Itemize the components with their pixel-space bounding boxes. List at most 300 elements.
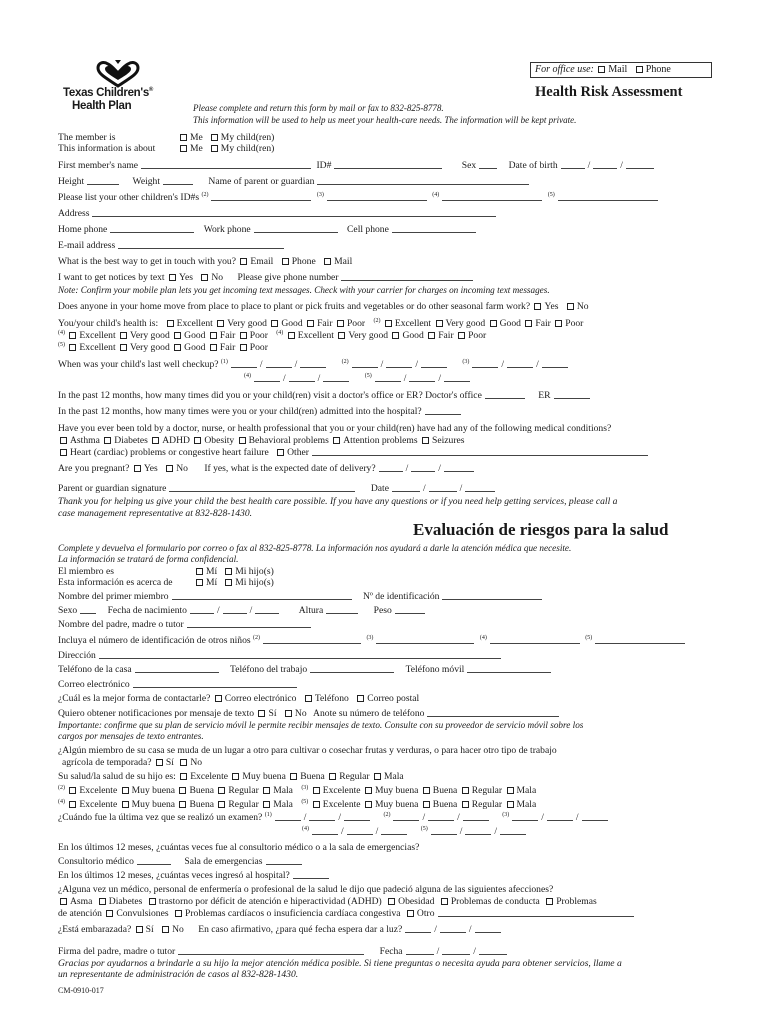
es-doctors-office-field[interactable] bbox=[137, 856, 171, 865]
opt-label: Teléfono bbox=[314, 693, 349, 704]
es-give-phone-label: Anote su número de teléfono bbox=[313, 708, 425, 719]
behavioral-checkbox[interactable] bbox=[239, 437, 246, 444]
height-row bbox=[58, 176, 532, 187]
text-notices-label: I want to get notices by text bbox=[58, 272, 165, 283]
opt-label: Phone bbox=[291, 256, 316, 267]
es-health-label: Su salud/la salud de su hijo es: bbox=[58, 771, 176, 782]
address-label: Address bbox=[58, 208, 90, 219]
sex-field[interactable] bbox=[479, 160, 497, 169]
checkup-date-field[interactable] bbox=[323, 373, 349, 382]
es-other-id-field[interactable] bbox=[376, 635, 474, 644]
give-phone-label: Please give phone number bbox=[237, 272, 339, 283]
es-health-5-good-checkbox[interactable] bbox=[423, 801, 430, 808]
es-health-4-excellent-checkbox[interactable] bbox=[69, 801, 76, 808]
opt-label: Buena bbox=[189, 785, 214, 797]
info-about-options bbox=[178, 143, 274, 154]
opt-label: Excellent bbox=[79, 330, 116, 342]
adhd-checkbox[interactable] bbox=[152, 437, 159, 444]
es-member-is-label: El miembro es bbox=[58, 566, 114, 577]
es-health-2-excellent-checkbox[interactable] bbox=[69, 787, 76, 794]
opt-label: Fair bbox=[317, 318, 333, 330]
health-row-2 bbox=[58, 330, 486, 341]
es-first-member-label: Nombre del primer miembro bbox=[58, 591, 169, 602]
es-checkup-field[interactable] bbox=[344, 812, 370, 821]
health-1-fair-checkbox[interactable] bbox=[307, 320, 314, 327]
es-cell-phone-field[interactable] bbox=[467, 664, 551, 673]
es-heart-checkbox[interactable] bbox=[175, 910, 182, 917]
opt-label: Mí bbox=[206, 577, 218, 588]
health-4b-good-checkbox[interactable] bbox=[392, 332, 399, 339]
move-no-checkbox[interactable] bbox=[567, 303, 574, 310]
logo-line1: Texas Children's bbox=[63, 87, 149, 99]
opt-label: Muy buena bbox=[131, 799, 176, 811]
id-label: ID# bbox=[316, 160, 332, 171]
cell-phone-label: Cell phone bbox=[347, 224, 389, 235]
dob-day-field[interactable] bbox=[593, 160, 617, 169]
health-5-fair-checkbox[interactable] bbox=[210, 344, 217, 351]
checkup-date-field[interactable] bbox=[266, 359, 292, 368]
es-member-me-checkbox[interactable] bbox=[196, 568, 203, 575]
es-text-label: Quiero obtener notificaciones por mensaje de texto bbox=[58, 708, 255, 719]
weight-label: Weight bbox=[132, 176, 161, 187]
es-health-5-excellent-checkbox[interactable] bbox=[313, 801, 320, 808]
es-checkup-field[interactable] bbox=[428, 812, 454, 821]
es-checkup-field[interactable] bbox=[381, 826, 407, 835]
other-id-2-field[interactable] bbox=[211, 192, 311, 201]
other-ids-label: Please list your other children's ID#s bbox=[58, 192, 200, 204]
es-dob-field[interactable] bbox=[190, 605, 214, 614]
office-phone-label: Phone bbox=[645, 64, 671, 75]
es-asthma-checkbox[interactable] bbox=[60, 898, 67, 905]
es-first-member-field[interactable] bbox=[172, 591, 352, 600]
es-email-field[interactable] bbox=[133, 679, 297, 688]
es-health-4-good-checkbox[interactable] bbox=[179, 801, 186, 808]
es-best-way-row bbox=[58, 693, 419, 704]
es-sig-date-field[interactable] bbox=[442, 946, 470, 955]
address-field[interactable] bbox=[92, 208, 496, 217]
es-health-4-very-good-checkbox[interactable] bbox=[122, 801, 129, 808]
opt-label: Email bbox=[250, 256, 274, 267]
home-phone-field[interactable] bbox=[110, 224, 194, 233]
checkup-date-field[interactable] bbox=[444, 373, 470, 382]
slot-num: (2) bbox=[341, 359, 349, 365]
es-checkup-field[interactable] bbox=[463, 812, 489, 821]
health-2-good-checkbox[interactable] bbox=[490, 320, 497, 327]
opt-label: Behavioral problems bbox=[248, 435, 329, 446]
es-delivery-field[interactable] bbox=[405, 924, 431, 933]
opt-label: No bbox=[576, 301, 589, 312]
es-health-2-good-checkbox[interactable] bbox=[179, 787, 186, 794]
other-id-3-field[interactable] bbox=[327, 192, 427, 201]
pregnant-label: Are you pregnant? bbox=[58, 463, 130, 474]
opt-label: Excelente bbox=[322, 799, 361, 811]
opt-label: Buena bbox=[300, 771, 325, 782]
es-adhd-checkbox[interactable] bbox=[149, 898, 156, 905]
es-checkup-field[interactable] bbox=[347, 826, 373, 835]
es-health-row-2 bbox=[58, 785, 536, 796]
about-child-checkbox[interactable] bbox=[211, 145, 218, 152]
es-delivery-field[interactable] bbox=[440, 924, 466, 933]
title-english: Health Risk Assessment bbox=[535, 84, 683, 100]
es-address-row bbox=[58, 650, 504, 661]
health-1-very-good-checkbox[interactable] bbox=[217, 320, 224, 327]
es-health-3-very-good-checkbox[interactable] bbox=[365, 787, 372, 794]
es-checkup-field[interactable] bbox=[500, 826, 526, 835]
checkup-label: When was your child's last well checkup? bbox=[58, 359, 219, 371]
slot-num: (2) bbox=[201, 192, 209, 198]
es-behavioral-checkbox[interactable] bbox=[441, 898, 448, 905]
health-2-very-good-checkbox[interactable] bbox=[436, 320, 443, 327]
opt-label: Mala bbox=[273, 799, 293, 811]
signature-field[interactable] bbox=[169, 483, 355, 492]
es-health-2-poor-checkbox[interactable] bbox=[263, 787, 270, 794]
address-row bbox=[58, 208, 499, 219]
email-field[interactable] bbox=[118, 240, 284, 249]
es-other-checkbox[interactable] bbox=[407, 910, 414, 917]
text-yes-checkbox[interactable] bbox=[169, 274, 176, 281]
id-field[interactable] bbox=[334, 160, 442, 169]
es-home-phone-field[interactable] bbox=[135, 664, 219, 673]
es-checkup-field[interactable] bbox=[309, 812, 335, 821]
es-health-1-good-checkbox[interactable] bbox=[290, 773, 297, 780]
es-er-field[interactable] bbox=[266, 856, 302, 865]
slot-num: (2) bbox=[58, 785, 65, 791]
opt-label: Very good bbox=[227, 318, 267, 330]
contact-mail-checkbox[interactable] bbox=[324, 258, 331, 265]
intro-en-1: Please complete and return this form by mail or fax to 832-825-8778. bbox=[193, 103, 444, 113]
es-other-id-field[interactable] bbox=[490, 635, 580, 644]
slot-num: (5) bbox=[364, 373, 372, 379]
member-child-checkbox[interactable] bbox=[211, 134, 218, 141]
health-4-fair-checkbox[interactable] bbox=[210, 332, 217, 339]
dob-year-field[interactable] bbox=[626, 160, 654, 169]
es-health-2-very-good-checkbox[interactable] bbox=[122, 787, 129, 794]
es-member-child-checkbox[interactable] bbox=[225, 568, 232, 575]
opt-label: Poor bbox=[565, 318, 584, 330]
es-about-me-checkbox[interactable] bbox=[196, 579, 203, 586]
slot-num: (4) bbox=[432, 192, 440, 198]
er-field[interactable] bbox=[554, 390, 590, 399]
es-dob-field[interactable] bbox=[255, 605, 279, 614]
es-health-5-fair-checkbox[interactable] bbox=[462, 801, 469, 808]
doctors-office-label: Doctor's office bbox=[425, 390, 482, 401]
es-parent-field[interactable] bbox=[187, 619, 311, 628]
about-me-checkbox[interactable] bbox=[180, 145, 187, 152]
checkup-date-field[interactable] bbox=[386, 359, 412, 368]
opt-label: Sí bbox=[165, 757, 174, 768]
best-way-row bbox=[58, 256, 352, 267]
es-health-4-poor-checkbox[interactable] bbox=[263, 801, 270, 808]
delivery-label: If yes, what is the expected date of delivery? bbox=[204, 463, 376, 474]
es-health-1-excellent-checkbox[interactable] bbox=[180, 773, 187, 780]
opt-label: Poor bbox=[249, 342, 268, 354]
health-2-poor-checkbox[interactable] bbox=[555, 320, 562, 327]
first-member-field[interactable] bbox=[141, 160, 311, 169]
checkup-date-field[interactable] bbox=[507, 359, 533, 368]
thanks-en-2: case management representative at 832-828-1430. bbox=[58, 508, 253, 519]
hospital-field[interactable] bbox=[425, 406, 461, 415]
es-attention-checkbox[interactable] bbox=[546, 898, 553, 905]
es-move-no-checkbox[interactable] bbox=[180, 759, 187, 766]
other-condition-field[interactable] bbox=[312, 447, 648, 456]
intro-es-1: Complete y devuelva el formulario por correo o fax al 832-825-8778. La información nos ayudará a darle la atención médica que necesite. bbox=[58, 543, 572, 553]
es-sig-date-field[interactable] bbox=[479, 946, 507, 955]
es-health-1-very-good-checkbox[interactable] bbox=[232, 773, 239, 780]
other-condition-checkbox[interactable] bbox=[277, 449, 284, 456]
es-health-5-very-good-checkbox[interactable] bbox=[365, 801, 372, 808]
move-yes-checkbox[interactable] bbox=[534, 303, 541, 310]
sig-date-field[interactable] bbox=[465, 483, 495, 492]
member-is-label: The member is bbox=[58, 132, 116, 143]
es-health-1-poor-checkbox[interactable] bbox=[374, 773, 381, 780]
pregnant-no-checkbox[interactable] bbox=[166, 465, 173, 472]
health-4-good-checkbox[interactable] bbox=[174, 332, 181, 339]
height-field[interactable] bbox=[87, 176, 119, 185]
obesity-checkbox[interactable] bbox=[194, 437, 201, 444]
es-about-child-checkbox[interactable] bbox=[225, 579, 232, 586]
es-height-field[interactable] bbox=[326, 605, 358, 614]
es-checkup-field[interactable] bbox=[547, 812, 573, 821]
opt-label: Excellent bbox=[79, 342, 116, 354]
checkup-date-field[interactable] bbox=[231, 359, 257, 368]
best-way-label: What is the best way to get in touch with you? bbox=[58, 256, 236, 267]
es-contact-mail-checkbox[interactable] bbox=[357, 695, 364, 702]
move-row bbox=[58, 301, 589, 312]
pregnant-yes-checkbox[interactable] bbox=[134, 465, 141, 472]
es-sex-field[interactable] bbox=[80, 605, 96, 614]
slot-num: (5) bbox=[301, 799, 309, 805]
opt-label: Very good bbox=[348, 330, 389, 342]
diabetes-checkbox[interactable] bbox=[104, 437, 111, 444]
contact-email-checkbox[interactable] bbox=[240, 258, 247, 265]
es-health-3-excellent-checkbox[interactable] bbox=[313, 787, 320, 794]
sig-date-field[interactable] bbox=[392, 483, 420, 492]
info-about-label: This information is about bbox=[58, 143, 156, 154]
es-health-2-fair-checkbox[interactable] bbox=[218, 787, 225, 794]
delivery-date-field[interactable] bbox=[411, 463, 435, 472]
attention-checkbox[interactable] bbox=[333, 437, 340, 444]
es-other-id-field[interactable] bbox=[263, 635, 361, 644]
opt-label: Excelente bbox=[322, 785, 361, 797]
opt-label: Very good bbox=[130, 330, 170, 342]
opt-label: Mi hijo(s) bbox=[235, 566, 274, 577]
es-checkup-field[interactable] bbox=[465, 826, 491, 835]
opt-label: Mala bbox=[273, 785, 293, 797]
weight-field[interactable] bbox=[163, 176, 193, 185]
opt-label: Excelente bbox=[190, 771, 229, 782]
delivery-date-field[interactable] bbox=[444, 463, 474, 472]
health-4-very-good-checkbox[interactable] bbox=[120, 332, 127, 339]
slot-num: (3) bbox=[462, 359, 470, 365]
checkup-date-field[interactable] bbox=[254, 373, 280, 382]
es-other-field[interactable] bbox=[438, 908, 634, 917]
opt-label: Muy buena bbox=[374, 799, 419, 811]
es-checkup-field[interactable] bbox=[312, 826, 338, 835]
office-use-box bbox=[530, 62, 712, 78]
text-notices-row bbox=[58, 272, 476, 283]
opt-label: Yes bbox=[544, 301, 559, 312]
es-address-field[interactable] bbox=[99, 650, 501, 659]
opt-label: ADHD bbox=[162, 435, 190, 446]
es-move-yes-checkbox[interactable] bbox=[156, 759, 163, 766]
office-phone-checkbox[interactable] bbox=[636, 66, 643, 73]
opt-label: Mi hijo(s) bbox=[235, 577, 274, 588]
health-4b-poor-checkbox[interactable] bbox=[458, 332, 465, 339]
es-health-3-fair-checkbox[interactable] bbox=[462, 787, 469, 794]
doctors-office-field[interactable] bbox=[485, 390, 525, 399]
health-4-excellent-checkbox[interactable] bbox=[69, 332, 76, 339]
health-4b-excellent-checkbox[interactable] bbox=[288, 332, 295, 339]
es-sex-label: Sexo bbox=[58, 605, 78, 616]
es-work-phone-label: Teléfono del trabajo bbox=[230, 664, 308, 675]
opt-label: Mí bbox=[206, 566, 218, 577]
health-5-excellent-checkbox[interactable] bbox=[69, 344, 76, 351]
checkup-date-field[interactable] bbox=[409, 373, 435, 382]
slot-num: (2) bbox=[253, 635, 261, 641]
es-pregnant-yes-checkbox[interactable] bbox=[136, 926, 143, 933]
es-phones-row bbox=[58, 664, 554, 675]
other-id-4-field[interactable] bbox=[442, 192, 542, 201]
text-no-checkbox[interactable] bbox=[201, 274, 208, 281]
es-checkup-field[interactable] bbox=[582, 812, 608, 821]
es-contact-phone-checkbox[interactable] bbox=[305, 695, 312, 702]
es-seizures-checkbox[interactable] bbox=[106, 910, 113, 917]
opt-label: Correo postal bbox=[367, 693, 420, 704]
other-id-5-field[interactable] bbox=[558, 192, 658, 201]
es-health-4-fair-checkbox[interactable] bbox=[218, 801, 225, 808]
text-phone-field[interactable] bbox=[341, 272, 473, 281]
health-5-good-checkbox[interactable] bbox=[174, 344, 181, 351]
logo-line2: Health Plan bbox=[72, 100, 132, 112]
opt-label: Fair bbox=[219, 330, 236, 342]
es-work-phone-field[interactable] bbox=[310, 664, 394, 673]
opt-label: Obesidad bbox=[398, 896, 435, 907]
member-me-checkbox[interactable] bbox=[180, 134, 187, 141]
es-other-id-field[interactable] bbox=[595, 635, 685, 644]
opt-label: Poor bbox=[346, 318, 366, 330]
es-health-3-good-checkbox[interactable] bbox=[423, 787, 430, 794]
es-text-no-checkbox[interactable] bbox=[285, 710, 292, 717]
es-conditions-label: ¿Alguna vez un médico, personal de enfermería o profesional de la salud le dijo que padeció alguna de las siguientes afecciones? bbox=[58, 884, 554, 895]
es-sig-date-field[interactable] bbox=[406, 946, 434, 955]
title-spanish: Evaluación de riesgos para la salud bbox=[413, 520, 669, 539]
es-other-ids-label: Incluya el número de identificación de otros niños bbox=[58, 635, 251, 647]
es-email-label: Correo electrónico bbox=[58, 679, 130, 690]
es-note-2: cargos por mensajes de texto entrantes. bbox=[58, 731, 204, 741]
checkup-date-field[interactable] bbox=[375, 373, 401, 382]
checkup-date-field[interactable] bbox=[289, 373, 315, 382]
health-1-poor-checkbox[interactable] bbox=[337, 320, 344, 327]
health-1-excellent-checkbox[interactable] bbox=[167, 320, 174, 327]
slot-num: (4) bbox=[244, 373, 251, 379]
sig-date-field[interactable] bbox=[429, 483, 457, 492]
health-4b-very-good-checkbox[interactable] bbox=[338, 332, 345, 339]
health-4-poor-checkbox[interactable] bbox=[240, 332, 247, 339]
health-1-good-checkbox[interactable] bbox=[271, 320, 278, 327]
es-id-field[interactable] bbox=[442, 591, 542, 600]
seizures-checkbox[interactable] bbox=[422, 437, 429, 444]
contact-phone-checkbox[interactable] bbox=[282, 258, 289, 265]
opt-label: Good bbox=[281, 318, 303, 330]
first-member-label: First member's name bbox=[58, 160, 139, 171]
first-member-row: First member's name ID# Sex Date of birth / / bbox=[58, 160, 657, 171]
es-delivery-field[interactable] bbox=[475, 924, 501, 933]
es-hospital-field[interactable] bbox=[293, 870, 329, 879]
checkup-date-field[interactable] bbox=[421, 359, 447, 368]
work-phone-field[interactable] bbox=[254, 224, 338, 233]
checkup-date-field[interactable] bbox=[300, 359, 326, 368]
move-label: Does anyone in your home move from place to place to plant or pick fruits and vegetables or do other seasonal farm work? bbox=[58, 301, 531, 312]
health-5-poor-checkbox[interactable] bbox=[240, 344, 247, 351]
es-obesity-checkbox[interactable] bbox=[388, 898, 395, 905]
health-2-excellent-checkbox[interactable] bbox=[385, 320, 392, 327]
es-first-member-row bbox=[58, 591, 545, 602]
form-code: CM-0910-017 bbox=[58, 986, 104, 995]
checkup-date-field[interactable] bbox=[352, 359, 378, 368]
es-pregnant-label: ¿Está embarazada? bbox=[58, 924, 132, 935]
es-health-5-poor-checkbox[interactable] bbox=[507, 801, 514, 808]
office-mail-checkbox[interactable] bbox=[598, 66, 605, 73]
es-text-yes-checkbox[interactable] bbox=[258, 710, 265, 717]
es-health-3-poor-checkbox[interactable] bbox=[507, 787, 514, 794]
hospital-label: In the past 12 months, how many times were you or your child(ren) admitted into the hospital? bbox=[58, 406, 422, 417]
opt-label: Attention problems bbox=[343, 435, 418, 446]
es-info-about-label: Esta información es acerca de bbox=[58, 577, 173, 588]
opt-label: Seizures bbox=[432, 435, 465, 446]
slot-num: (4) bbox=[479, 635, 487, 641]
checkup-date-field[interactable] bbox=[542, 359, 568, 368]
es-pregnant-no-checkbox[interactable] bbox=[162, 926, 169, 933]
es-checkup-field[interactable] bbox=[393, 812, 419, 821]
asthma-checkbox[interactable] bbox=[60, 437, 67, 444]
dob-month-field[interactable] bbox=[561, 160, 585, 169]
opt-label: Fair bbox=[535, 318, 551, 330]
cell-phone-field[interactable] bbox=[392, 224, 476, 233]
es-checkup-field[interactable] bbox=[512, 812, 538, 821]
thanks-es-2: un representante de administración de casos al 832-828-1430. bbox=[58, 969, 299, 980]
member-is-options bbox=[178, 132, 274, 143]
thanks-en-1: Thank you for helping us give your child the best health care possible. If you have any questions or if you need help getting services, please call a bbox=[58, 496, 618, 507]
height-label: Height bbox=[58, 176, 85, 187]
es-move-2: agrícola de temporada? bbox=[62, 757, 152, 768]
es-dob-field[interactable] bbox=[223, 605, 247, 614]
health-4b-fair-checkbox[interactable] bbox=[428, 332, 435, 339]
es-checkup-field[interactable] bbox=[275, 812, 301, 821]
hospital-row bbox=[58, 406, 464, 417]
es-health-1-fair-checkbox[interactable] bbox=[329, 773, 336, 780]
es-weight-field[interactable] bbox=[395, 605, 425, 614]
es-checkup-field[interactable] bbox=[431, 826, 457, 835]
opt-label: trastorno por déficit de atención e hiperactividad (ADHD) bbox=[158, 896, 382, 907]
es-contact-email-checkbox[interactable] bbox=[215, 695, 222, 702]
opt-label: Diabetes bbox=[108, 896, 143, 907]
es-text-phone-field[interactable] bbox=[427, 708, 559, 717]
heart-checkbox[interactable] bbox=[60, 449, 67, 456]
health-2-fair-checkbox[interactable] bbox=[525, 320, 532, 327]
opt-label: Buena bbox=[432, 799, 458, 811]
slot-num: (3) bbox=[301, 785, 309, 791]
checkup-date-field[interactable] bbox=[472, 359, 498, 368]
checkup-row-1: When was your child's last well checkup? $^{(1)}$ / / $^{(2)}$ / / $^{(3)}$ / / bbox=[58, 359, 571, 370]
es-signature-field[interactable] bbox=[178, 946, 364, 955]
delivery-date-field[interactable] bbox=[379, 463, 403, 472]
health-5-very-good-checkbox[interactable] bbox=[120, 344, 127, 351]
es-visits-row bbox=[58, 856, 305, 867]
parent-name-field[interactable] bbox=[317, 176, 529, 185]
es-parent-label: Nombre del padre, madre o tutor bbox=[58, 619, 184, 630]
es-diabetes-checkbox[interactable] bbox=[99, 898, 106, 905]
slot-num: (5) bbox=[420, 826, 428, 832]
